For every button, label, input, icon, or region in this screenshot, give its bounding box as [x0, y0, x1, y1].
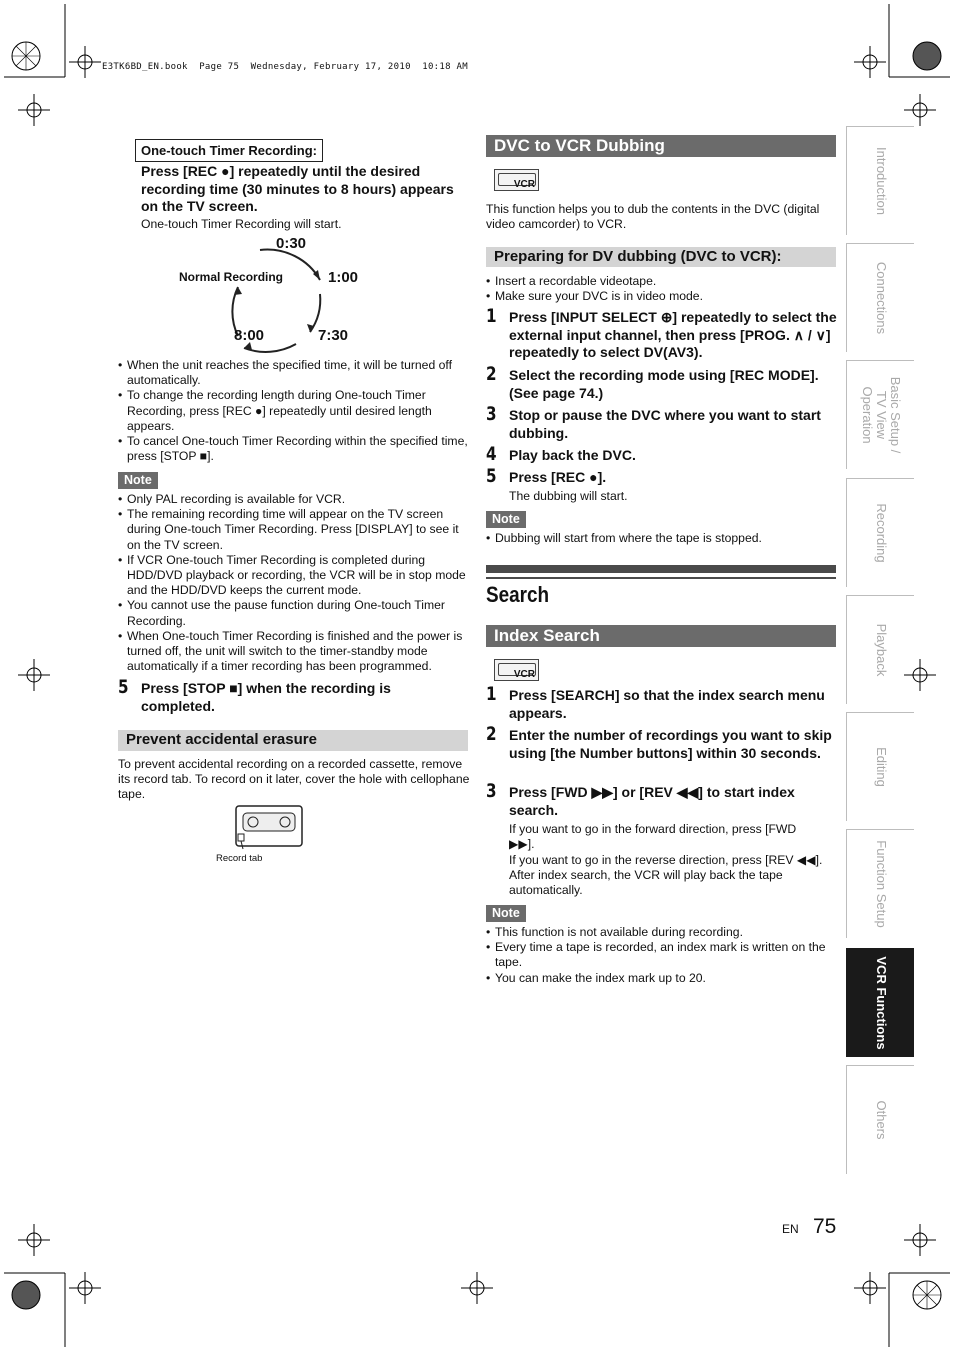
tab-label: Editing: [873, 747, 889, 787]
footer-lang: EN: [782, 1222, 799, 1236]
dvc-description: This function helps you to dub the contents in the DVC (digital video camcorder) to VCR.: [486, 202, 820, 231]
tab-others[interactable]: [846, 1065, 914, 1174]
dvc-step-5: Press [REC ●].: [509, 469, 607, 485]
vcr-icon: [494, 169, 539, 191]
step-number: 2: [486, 723, 497, 745]
tab-vcr-functions[interactable]: [846, 948, 914, 1057]
vcr-icon-label: VCR: [513, 669, 535, 680]
list-item: • Make sure your DVC is in video mode.: [486, 289, 836, 304]
list-item: • Every time a tape is recorded, an index mark is written on the tape.: [486, 940, 831, 970]
prep-header: [486, 247, 836, 267]
page-number: 75: [813, 1215, 837, 1238]
index-detail-forward: If you want to go in the forward direction, press [FWD ▶▶].: [509, 822, 797, 851]
tab-introduction[interactable]: [846, 126, 914, 235]
list-item: • To change the recording length during One-touch Timer Recording, press [REC ●] repeatedly until desired length appears.: [118, 388, 468, 434]
step-number: 1: [486, 683, 497, 705]
tab-label: Recording: [873, 503, 889, 563]
dvc-step-2: Select the recording mode using [REC MODE]. (See page 74.): [509, 367, 819, 401]
index-step-3: Press [FWD ▶▶] or [REV ◀◀] to start index search.: [509, 784, 795, 818]
search-rule-thin: [486, 577, 836, 579]
index-note-bullets: [486, 925, 831, 986]
vcr-icon-label: VCR: [513, 179, 535, 190]
dvc-step-1: Press [INPUT SELECT ⊕] repeatedly to select the external input channel, then press [PROG. ∧ / ∨] repeatedly to select DV(AV3).: [509, 309, 837, 360]
otr-label: One-touch Timer Recording:: [141, 143, 317, 158]
vcr-icon: [494, 659, 539, 681]
otr-cycle-diagram: [170, 232, 380, 362]
cycle-100: 1:00: [328, 269, 359, 286]
tab-recording[interactable]: [846, 478, 914, 587]
otr-bullets: [118, 358, 468, 464]
list-item: • When the unit reaches the specified time, it will be turned off automatically.: [118, 358, 468, 388]
dvc-dubbing-header: [486, 135, 836, 157]
step-number: 2: [486, 363, 497, 385]
dvc-note-bullets: [486, 531, 836, 546]
note-label: Note: [486, 511, 526, 528]
note-label: Note: [486, 905, 526, 922]
index-step-2: Enter the number of recordings you want to skip using [the Number buttons] within 30 seconds.: [509, 727, 832, 761]
step-number: 3: [486, 403, 497, 425]
tab-function-setup[interactable]: [846, 829, 914, 938]
tab-label: Others: [873, 1100, 889, 1140]
prevent-erasure-text: To prevent accidental recording on a recorded cassette, remove its record tab. To record on it later, cover the hole with cellophane tape.: [118, 757, 470, 801]
tab-label: Function Setup: [873, 840, 889, 928]
dvc-step-4: Play back the DVC.: [509, 447, 636, 463]
cycle-030: 0:30: [276, 235, 307, 252]
note-bullets: [118, 492, 468, 674]
print-header: E3TK6BD_EN.book Page 75 Wednesday, February 17, 2010 10:18 AM: [102, 62, 468, 72]
otr-instruction: Press [REC ●] repeatedly until the desired recording time (30 minutes to 8 hours) appears on the TV screen.: [141, 163, 454, 214]
cycle-730: 7:30: [318, 327, 349, 344]
tab-label: VCR Functions: [873, 956, 889, 1050]
cycle-normal-label: Normal Recording: [179, 270, 284, 284]
tab-label: Connections: [873, 261, 889, 335]
list-item: • Dubbing will start from where the tape is stopped.: [486, 531, 836, 546]
search-rule-thick: [486, 565, 836, 573]
step-number: 1: [486, 305, 497, 327]
step-number: 5: [486, 465, 497, 487]
list-item: • Insert a recordable videotape.: [486, 274, 836, 289]
prevent-erasure-title: Prevent accidental erasure: [126, 731, 317, 748]
list-item: • If VCR One-touch Timer Recording is completed during HDD/DVD playback or recording, the VCR will be in stop mode and the HDD/DVD keeps the current mode.: [118, 553, 468, 599]
dvc-step-3: Stop or pause the DVC where you want to start dubbing.: [509, 407, 821, 441]
prevent-erasure-header: [118, 730, 468, 751]
step-number: 3: [486, 780, 497, 802]
prep-bullets: [486, 274, 836, 304]
otr-label-box: [135, 139, 323, 162]
step-number: 4: [486, 443, 497, 465]
list-item: • This function is not available during recording.: [486, 925, 831, 940]
otr-start-text: One-touch Timer Recording will start.: [141, 217, 342, 231]
tab-basic-setup[interactable]: [846, 360, 914, 469]
tab-label: Basic Setup / TV View Operation: [859, 376, 903, 454]
step-number: 5: [118, 676, 129, 698]
dubbing-start-text: The dubbing will start.: [509, 489, 628, 503]
prep-title: Preparing for DV dubbing (DVC to VCR):: [494, 248, 782, 265]
tab-playback[interactable]: [846, 595, 914, 704]
list-item: • The remaining recording time will appear on the TV screen during One-touch Timer Recording. Press [DISPLAY] to see it on the TV screen.: [118, 507, 468, 553]
index-step-1: Press [SEARCH] so that the index search menu appears.: [509, 687, 825, 721]
tab-editing[interactable]: [846, 712, 914, 821]
search-title: Search: [486, 582, 550, 607]
note-label: Note: [118, 472, 158, 489]
index-search-title: Index Search: [494, 626, 600, 645]
list-item: • Only PAL recording is available for VCR.: [118, 492, 468, 507]
dvc-dubbing-title: DVC to VCR Dubbing: [494, 136, 665, 155]
tab-label: Playback: [873, 623, 889, 677]
step5-text: Press [STOP ■] when the recording is completed.: [141, 680, 391, 714]
cycle-800: 8:00: [234, 327, 265, 344]
list-item: • You can make the index mark up to 20.: [486, 971, 831, 986]
tab-connections[interactable]: [846, 243, 914, 352]
tab-label: Introduction: [873, 147, 889, 215]
cassette-illustration: [233, 804, 305, 850]
list-item: • To cancel One-touch Timer Recording within the specified time, press [STOP ■].: [118, 434, 468, 464]
list-item: • When One-touch Timer Recording is finished and the power is turned off, the unit will switch to the timer-standby mode automatically if a timer recording has been programmed.: [118, 629, 468, 675]
record-tab-label: Record tab: [216, 853, 263, 864]
index-search-header: [486, 625, 836, 647]
list-item: • You cannot use the pause function during One-touch Timer Recording.: [118, 598, 468, 628]
index-detail-reverse: If you want to go in the reverse direction, press [REV ◀◀]. After index search, the VCR will play back the tape automatically.: [509, 853, 823, 897]
